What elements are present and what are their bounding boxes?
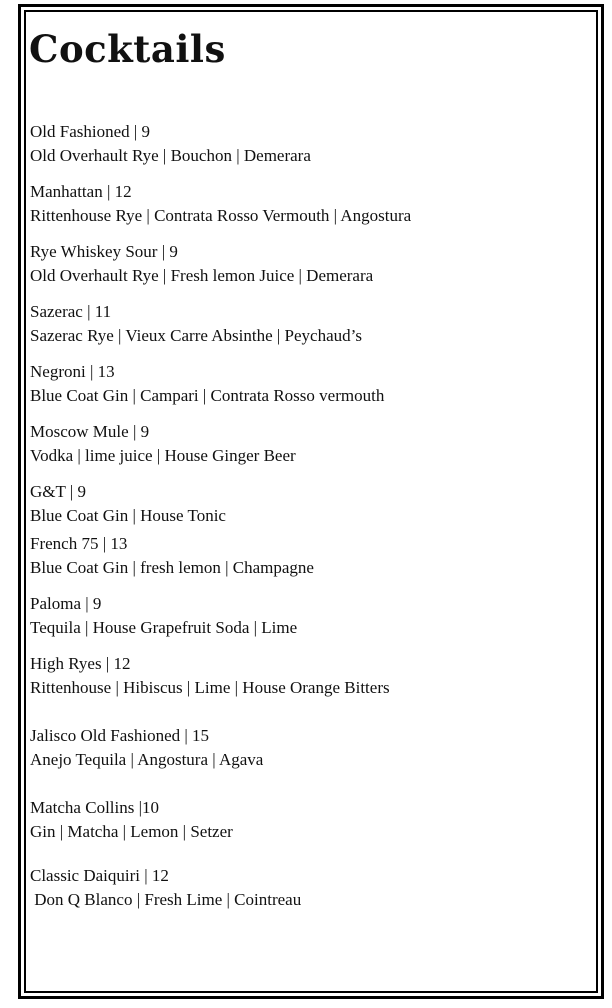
cocktail-ingredients: Tequila | House Grapefruit Soda | Lime bbox=[30, 618, 298, 637]
cocktail-name-price: Matcha Collins |10 bbox=[30, 798, 160, 817]
cocktail-ingredients: Don Q Blanco | Fresh Lime | Cointreau bbox=[30, 890, 302, 909]
cocktail-item bbox=[30, 180, 590, 228]
cocktail-name-price: Rye Whiskey Sour | 9 bbox=[30, 242, 178, 261]
cocktail-ingredients: Anejo Tequila | Angostura | Agava bbox=[30, 750, 264, 769]
cocktail-item bbox=[30, 300, 590, 348]
cocktail-ingredients: Blue Coat Gin | fresh lemon | Champagne bbox=[30, 558, 314, 577]
cocktail-ingredients: Rittenhouse | Hibiscus | Lime | House Orange Bitters bbox=[30, 678, 390, 697]
cocktail-name-price: Moscow Mule | 9 bbox=[30, 422, 150, 441]
cocktail-name-price: Paloma | 9 bbox=[30, 594, 102, 613]
cocktail-ingredients: Vodka | lime juice | House Ginger Beer bbox=[30, 446, 296, 465]
cocktail-ingredients: Blue Coat Gin | Campari | Contrata Rosso vermouth bbox=[30, 386, 385, 405]
cocktail-ingredients: Old Overhault Rye | Bouchon | Demerara bbox=[30, 146, 311, 165]
cocktail-item bbox=[30, 420, 590, 468]
cocktail-item bbox=[30, 120, 590, 168]
cocktail-ingredients: Blue Coat Gin | House Tonic bbox=[30, 506, 226, 525]
cocktail-item bbox=[30, 532, 590, 580]
cocktail-name-price: Sazerac | 11 bbox=[30, 302, 112, 321]
cocktail-item bbox=[30, 796, 590, 844]
cocktail-item bbox=[30, 240, 590, 288]
cocktail-item bbox=[30, 480, 590, 528]
cocktail-ingredients: Rittenhouse Rye | Contrata Rosso Vermouth | Angostura bbox=[30, 206, 412, 225]
cocktail-item bbox=[30, 724, 590, 772]
cocktail-ingredients: Old Overhault Rye | Fresh lemon Juice | Demerara bbox=[30, 266, 374, 285]
cocktail-name-price: G&T | 9 bbox=[30, 482, 86, 501]
cocktail-ingredients: Sazerac Rye | Vieux Carre Absinthe | Peychaud’s bbox=[30, 326, 362, 345]
cocktail-ingredients: Gin | Matcha | Lemon | Setzer bbox=[30, 822, 233, 841]
cocktail-item bbox=[30, 652, 590, 700]
menu-title: Cocktails bbox=[29, 27, 226, 71]
cocktail-name-price: French 75 | 13 bbox=[30, 534, 128, 553]
cocktail-item bbox=[30, 360, 590, 408]
cocktail-name-price: Manhattan | 12 bbox=[30, 182, 132, 201]
cocktail-item bbox=[30, 592, 590, 640]
cocktail-name-price: Negroni | 13 bbox=[30, 362, 115, 381]
cocktail-name-price: Jalisco Old Fashioned | 15 bbox=[30, 726, 210, 745]
cocktail-item bbox=[30, 864, 590, 912]
cocktail-name-price: Old Fashioned | 9 bbox=[30, 122, 151, 141]
cocktail-name-price: High Ryes | 12 bbox=[30, 654, 131, 673]
cocktail-name-price: Classic Daiquiri | 12 bbox=[30, 866, 169, 885]
